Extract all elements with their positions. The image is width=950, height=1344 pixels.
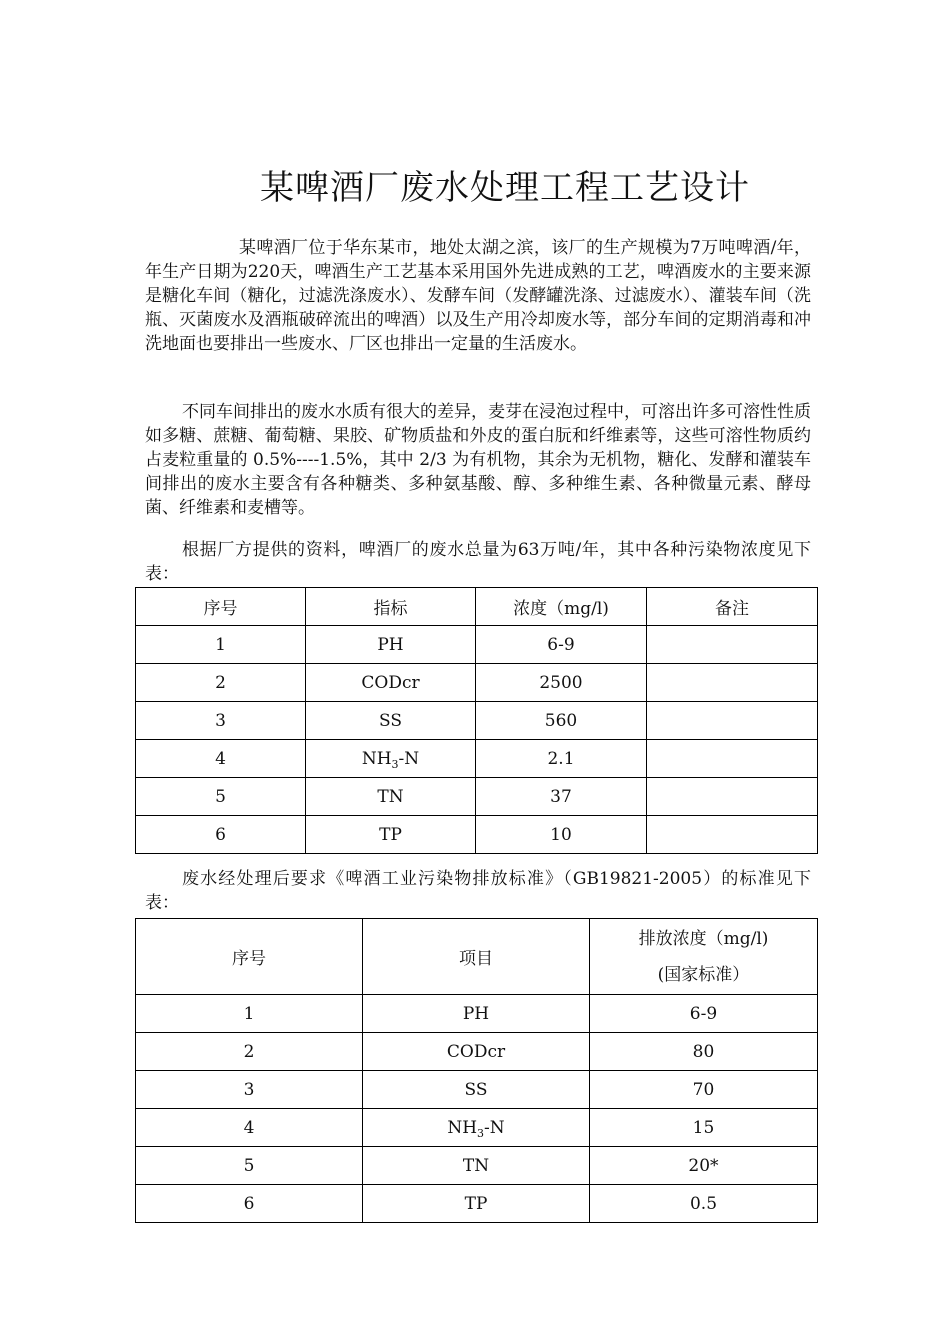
header-discharge-line1: 排放浓度（mg/l): [638, 928, 769, 949]
cell-item: [363, 1109, 590, 1147]
paragraph-standard-intro: 废水经处理后要求《啤酒工业污染物排放标准》（GB19821-2005）的标准见下表：: [145, 869, 811, 913]
cell-no: 3: [136, 702, 306, 740]
table-row: [136, 1109, 818, 1147]
cell-value: 560: [476, 702, 647, 740]
header-no: 序号: [136, 588, 306, 626]
standard-table: [135, 918, 818, 1223]
cell-note: [647, 740, 818, 778]
table-row: [136, 816, 818, 854]
table-row: [136, 626, 818, 664]
cell-value: 2500: [476, 664, 647, 702]
document-title: 某啤酒厂废水处理工程工艺设计: [260, 168, 750, 208]
cell-no: 2: [136, 664, 306, 702]
cell-no: 5: [136, 778, 306, 816]
cell-note: [647, 626, 818, 664]
header-item: 项目: [363, 919, 590, 995]
cell-value: 6-9: [590, 995, 818, 1033]
table-row: [136, 995, 818, 1033]
cell-no: 4: [136, 1109, 363, 1147]
table-row: [136, 664, 818, 702]
item-tail: -N: [484, 1117, 505, 1138]
cell-item: PH: [306, 626, 476, 664]
cell-item: SS: [306, 702, 476, 740]
cell-item: SS: [363, 1071, 590, 1109]
cell-note: [647, 702, 818, 740]
table-row: [136, 1147, 818, 1185]
cell-value: 20*: [590, 1147, 818, 1185]
cell-item: TN: [306, 778, 476, 816]
header-concentration: 浓度（mg/l): [476, 588, 647, 626]
item-tail: -N: [398, 748, 420, 769]
item-main: NH: [447, 1117, 478, 1138]
cell-value: 15: [590, 1109, 818, 1147]
cell-no: 6: [136, 1185, 363, 1223]
table-row: [136, 1185, 818, 1223]
header-discharge: [590, 919, 818, 995]
cell-no: 4: [136, 740, 306, 778]
cell-no: 2: [136, 1033, 363, 1071]
item-subscript: 3: [477, 1126, 485, 1140]
cell-value: 80: [590, 1033, 818, 1071]
cell-value: 37: [476, 778, 647, 816]
cell-item: [306, 740, 476, 778]
cell-note: [647, 664, 818, 702]
paragraph-intro: 某啤酒厂位于华东某市，地处太湖之滨，该厂的生产规模为7万吨啤酒/年，年生产日期为220天，啤酒生产工艺基本采用国外先进成熟的工艺，啤酒废水的主要来源是糖化车间（糖化，过滤洗涤废水）、发酵车间（发酵罐洗涤、过滤废水）、灌装车间（洗瓶、灭菌废水及酒瓶破碎流出的啤酒）以及生产用冷却废水等，部分车间的定期消毒和冲洗地面也要排出一些废水、厂区也排出一定量的生活废水。: [145, 238, 811, 354]
cell-item: TP: [363, 1185, 590, 1223]
header-note: 备注: [647, 588, 818, 626]
table-row: [136, 702, 818, 740]
cell-value: 70: [590, 1071, 818, 1109]
cell-value: 10: [476, 816, 647, 854]
cell-value: 2.1: [476, 740, 647, 778]
header-item: 指标: [306, 588, 476, 626]
cell-no: 1: [136, 995, 363, 1033]
table-header-row: [136, 919, 818, 995]
table-row: [136, 1071, 818, 1109]
cell-item: CODcr: [306, 664, 476, 702]
cell-no: 6: [136, 816, 306, 854]
header-discharge-line2: (国家标准）: [657, 964, 750, 985]
item-main: NH: [361, 748, 392, 769]
cell-item: TN: [363, 1147, 590, 1185]
cell-note: [647, 816, 818, 854]
cell-value: 6-9: [476, 626, 647, 664]
table-row: [136, 740, 818, 778]
table-header-row: [136, 588, 818, 626]
cell-no: 3: [136, 1071, 363, 1109]
influent-table: [135, 587, 818, 854]
cell-item: TP: [306, 816, 476, 854]
item-subscript: 3: [391, 757, 399, 771]
header-no: 序号: [136, 919, 363, 995]
cell-value: 0.5: [590, 1185, 818, 1223]
cell-note: [647, 778, 818, 816]
cell-item: CODcr: [363, 1033, 590, 1071]
cell-no: 5: [136, 1147, 363, 1185]
cell-no: 1: [136, 626, 306, 664]
table-row: [136, 778, 818, 816]
paragraph-influent-intro: 根据厂方提供的资料，啤酒厂的废水总量为63万吨/年，其中各种污染物浓度见下表：: [145, 540, 811, 584]
table-row: [136, 1033, 818, 1071]
paragraph-water-quality: 不同车间排出的废水水质有很大的差异，麦芽在浸泡过程中，可溶出许多可溶性性质如多糖、蔗糖、葡萄糖、果胶、矿物质盐和外皮的蛋白朊和纤维素等，这些可溶性物质约占麦粒重量的 0.5%----1.5%，其中 2/3 为有机物，其余为无机物，糖化、发酵和灌装车间排出的废水主要含有各种糖类、多种氨基酸、醇、多种维生素、各种微量元素、酵母菌、纤维素和麦槽等。: [145, 402, 811, 518]
cell-item: PH: [363, 995, 590, 1033]
